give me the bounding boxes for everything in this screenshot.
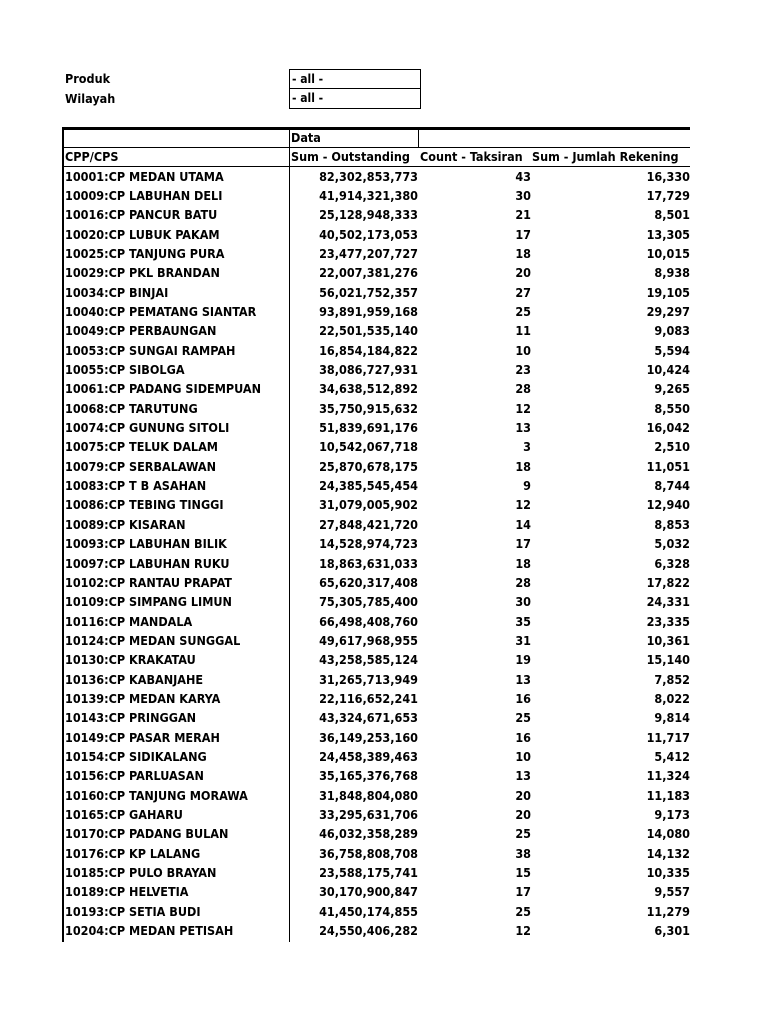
cell-cpp[interactable]: 10089:CP KISARAN [65, 516, 186, 532]
cell-rekening[interactable]: 12,940 [646, 497, 690, 513]
table-row [62, 650, 690, 669]
table-row [62, 863, 690, 882]
cell-rekening[interactable]: 14,080 [646, 826, 690, 842]
cell-rekening[interactable]: 9,557 [654, 884, 690, 900]
cell-cpp[interactable]: 10193:CP SETIA BUDI [65, 903, 201, 919]
cell-cpp[interactable]: 10009:CP LABUHAN DELI [65, 187, 223, 203]
table-row [62, 844, 690, 863]
cell-taksiran[interactable]: 30 [515, 594, 531, 610]
cell-cpp[interactable]: 10074:CP GUNUNG SITOLI [65, 420, 230, 436]
cell-rekening[interactable]: 5,412 [654, 749, 690, 764]
cell-taksiran[interactable]: 38 [515, 845, 531, 861]
cell-rekening[interactable]: 13,305 [646, 226, 690, 242]
cell-outstanding[interactable]: 31,265,713,949 [319, 671, 418, 687]
cell-outstanding[interactable]: 51,839,691,176 [319, 420, 418, 436]
table-row [62, 534, 690, 553]
table-row [62, 225, 690, 244]
table-row [62, 437, 690, 456]
table-row [62, 902, 690, 921]
cell-taksiran[interactable]: 17 [515, 884, 531, 900]
cell-outstanding[interactable]: 93,891,959,168 [319, 303, 418, 319]
cell-rekening[interactable]: 9,265 [654, 381, 690, 397]
cell-cpp[interactable]: 10001:CP MEDAN UTAMA [65, 168, 224, 184]
cell-taksiran[interactable]: 16 [515, 690, 531, 706]
table-row [62, 515, 690, 534]
table-row [62, 921, 690, 940]
table-top-border [62, 127, 690, 130]
cell-outstanding[interactable]: 34,638,512,892 [319, 381, 418, 397]
table-row [62, 631, 690, 650]
cell-rekening[interactable]: 6,301 [654, 923, 690, 939]
cell-taksiran[interactable]: 43 [515, 168, 531, 184]
cell-cpp[interactable]: 10029:CP PKL BRANDAN [65, 265, 220, 281]
cell-rekening[interactable]: 11,324 [646, 768, 690, 784]
column-header-taksiran[interactable]: Count - Taksiran [420, 149, 523, 164]
cell-taksiran[interactable]: 35 [515, 613, 531, 629]
cell-outstanding[interactable]: 14,528,974,723 [319, 536, 418, 552]
cell-outstanding[interactable]: 82,302,853,773 [319, 168, 418, 184]
cell-rekening[interactable]: 6,328 [654, 555, 690, 571]
cell-cpp[interactable]: 10139:CP MEDAN KARYA [65, 690, 221, 706]
cell-outstanding[interactable]: 25,128,948,333 [319, 207, 418, 223]
cell-taksiran[interactable]: 25 [515, 303, 531, 319]
cell-rekening[interactable]: 8,550 [654, 400, 690, 416]
cell-cpp[interactable]: 10049:CP PERBAUNGAN [65, 323, 217, 339]
cell-outstanding[interactable]: 31,079,005,902 [319, 497, 418, 513]
cell-taksiran[interactable]: 25 [515, 826, 531, 842]
cell-cpp[interactable]: 10154:CP SIDIKALANG [65, 749, 207, 764]
cell-cpp[interactable]: 10136:CP KABANJAHE [65, 671, 204, 687]
cell-taksiran[interactable]: 28 [515, 381, 531, 397]
data-field-header: Data [291, 130, 321, 145]
cell-outstanding[interactable]: 31,848,804,080 [319, 787, 418, 803]
cell-outstanding[interactable]: 24,458,389,463 [319, 749, 418, 764]
table-row [62, 379, 690, 398]
cell-cpp[interactable]: 10016:CP PANCUR BATU [65, 207, 218, 223]
table-row [62, 786, 690, 805]
cell-outstanding[interactable]: 18,863,631,033 [319, 555, 418, 571]
cell-rekening[interactable]: 17,729 [646, 187, 690, 203]
cell-taksiran[interactable]: 28 [515, 574, 531, 590]
cell-cpp[interactable]: 10165:CP GAHARU [65, 807, 183, 823]
cell-rekening[interactable]: 29,297 [646, 303, 690, 319]
cell-cpp[interactable]: 10083:CP T B ASAHAN [65, 478, 207, 494]
cell-cpp[interactable]: 10086:CP TEBING TINGGI [65, 497, 224, 513]
cell-outstanding[interactable]: 30,170,900,847 [319, 884, 418, 900]
cell-rekening[interactable]: 8,938 [654, 265, 690, 281]
cell-rekening[interactable]: 10,361 [646, 632, 690, 648]
table-row [62, 747, 690, 766]
cell-rekening[interactable]: 10,015 [646, 245, 690, 261]
cell-taksiran[interactable]: 15 [515, 865, 531, 881]
cell-taksiran[interactable]: 21 [515, 207, 531, 223]
cell-outstanding[interactable]: 16,854,184,822 [319, 342, 418, 358]
cell-cpp[interactable]: 10079:CP SERBALAWAN [65, 458, 217, 474]
cell-rekening[interactable]: 17,822 [646, 574, 690, 590]
table-row [62, 824, 690, 843]
cell-outstanding[interactable]: 22,116,652,241 [319, 690, 418, 706]
cell-cpp[interactable]: 10040:CP PEMATANG SIANTAR [65, 303, 257, 319]
cell-cpp[interactable]: 10176:CP KP LALANG [65, 845, 201, 861]
cell-cpp[interactable]: 10156:CP PARLUASAN [65, 768, 204, 784]
cell-rekening[interactable]: 10,335 [646, 865, 690, 881]
cell-rekening[interactable]: 5,032 [654, 536, 690, 552]
cell-outstanding[interactable]: 23,588,175,741 [319, 865, 418, 881]
table-row [62, 167, 690, 186]
cell-cpp[interactable]: 10170:CP PADANG BULAN [65, 826, 229, 842]
cell-rekening[interactable]: 14,132 [646, 845, 690, 861]
filter-dropdown-wilayah[interactable]: - all - [289, 89, 421, 109]
table-row [62, 399, 690, 418]
table-row [62, 670, 690, 689]
cell-rekening[interactable]: 9,814 [654, 710, 690, 726]
table-row [62, 244, 690, 263]
cell-outstanding[interactable]: 35,165,376,768 [319, 768, 418, 784]
filter-dropdown-produk[interactable]: - all - [289, 69, 421, 89]
cell-taksiran[interactable]: 10 [515, 749, 531, 764]
cell-taksiran[interactable]: 13 [515, 768, 531, 784]
cell-outstanding[interactable]: 75,305,785,400 [319, 594, 418, 610]
cell-rekening[interactable]: 7,852 [654, 671, 690, 687]
cell-cpp[interactable]: 10053:CP SUNGAI RAMPAH [65, 342, 236, 358]
cell-rekening[interactable]: 8,853 [654, 516, 690, 532]
cell-taksiran[interactable]: 18 [515, 245, 531, 261]
cell-taksiran[interactable]: 25 [515, 710, 531, 726]
cell-taksiran[interactable]: 16 [515, 729, 531, 745]
table-row [62, 708, 690, 727]
table-row [62, 573, 690, 592]
cell-outstanding[interactable]: 36,149,253,160 [319, 729, 418, 745]
cell-taksiran[interactable]: 9 [523, 478, 531, 494]
cell-taksiran[interactable]: 12 [515, 923, 531, 939]
table-row [62, 689, 690, 708]
column-header-outstanding[interactable]: Sum - Outstanding [291, 149, 410, 164]
cell-outstanding[interactable]: 43,258,585,124 [319, 652, 418, 668]
cell-rekening[interactable]: 8,501 [654, 207, 690, 223]
cell-taksiran[interactable]: 14 [515, 516, 531, 532]
cell-cpp[interactable]: 10020:CP LUBUK PAKAM [65, 226, 220, 242]
cell-taksiran[interactable]: 19 [515, 652, 531, 668]
table-row [62, 321, 690, 340]
cell-rekening[interactable]: 8,022 [654, 690, 690, 706]
cell-outstanding[interactable]: 36,758,808,708 [319, 845, 418, 861]
cell-taksiran[interactable]: 3 [523, 439, 531, 455]
cell-outstanding[interactable]: 24,550,406,282 [319, 923, 418, 939]
cell-outstanding[interactable]: 41,450,174,855 [319, 903, 418, 919]
cell-outstanding[interactable]: 46,032,358,289 [319, 826, 418, 842]
cell-cpp[interactable]: 10185:CP PULO BRAYAN [65, 865, 217, 881]
cell-cpp[interactable]: 10025:CP TANJUNG PURA [65, 245, 225, 261]
cell-cpp[interactable]: 10093:CP LABUHAN BILIK [65, 536, 227, 552]
column-header-cpp[interactable]: CPP/CPS [65, 149, 119, 164]
cell-rekening[interactable]: 16,042 [646, 420, 690, 436]
cell-rekening[interactable]: 9,173 [654, 807, 690, 823]
table-row [62, 554, 690, 573]
cell-cpp[interactable]: 10068:CP TARUTUNG [65, 400, 198, 416]
cell-outstanding[interactable]: 41,914,321,380 [319, 187, 418, 203]
table-row [62, 592, 690, 611]
cell-outstanding[interactable]: 33,295,631,706 [319, 807, 418, 823]
column-header-rekening[interactable]: Sum - Jumlah Rekening [532, 149, 679, 164]
cell-outstanding[interactable]: 22,007,381,276 [319, 265, 418, 281]
cell-rekening[interactable]: 5,594 [654, 342, 690, 358]
cell-rekening[interactable]: 9,083 [654, 323, 690, 339]
cell-cpp[interactable]: 10061:CP PADANG SIDEMPUAN [65, 381, 262, 397]
cell-cpp[interactable]: 10149:CP PASAR MERAH [65, 729, 220, 745]
cell-cpp[interactable]: 10055:CP SIBOLGA [65, 362, 185, 377]
cell-taksiran[interactable]: 13 [515, 671, 531, 687]
cell-rekening[interactable]: 11,051 [646, 458, 690, 474]
cell-taksiran[interactable]: 12 [515, 497, 531, 513]
cell-taksiran[interactable]: 18 [515, 458, 531, 474]
cell-cpp[interactable]: 10143:CP PRINGGAN [65, 710, 197, 726]
table-row [62, 263, 690, 282]
cell-cpp[interactable]: 10102:CP RANTAU PRAPAT [65, 574, 232, 590]
cell-cpp[interactable]: 10116:CP MANDALA [65, 613, 193, 629]
cell-outstanding[interactable]: 56,021,752,357 [319, 284, 418, 300]
cell-rekening[interactable]: 11,183 [646, 787, 690, 803]
cell-cpp[interactable]: 10204:CP MEDAN PETISAH [65, 923, 234, 939]
cell-taksiran[interactable]: 23 [515, 362, 531, 377]
cell-outstanding[interactable]: 65,620,317,408 [319, 574, 418, 590]
table-row [62, 495, 690, 514]
cell-rekening[interactable]: 16,330 [646, 168, 690, 184]
column-header-row [62, 147, 690, 166]
cell-rekening[interactable]: 8,744 [654, 478, 690, 494]
filter-label-produk: Produk [65, 71, 111, 86]
table-row [62, 612, 690, 631]
cell-taksiran[interactable]: 27 [515, 284, 531, 300]
cell-taksiran[interactable]: 11 [515, 323, 531, 339]
cell-outstanding[interactable]: 38,086,727,931 [319, 362, 418, 377]
cell-rekening[interactable]: 10,424 [646, 362, 690, 377]
cell-taksiran[interactable]: 25 [515, 903, 531, 919]
cell-outstanding[interactable]: 49,617,968,955 [319, 632, 418, 648]
cell-cpp[interactable]: 10075:CP TELUK DALAM [65, 439, 218, 455]
cell-rekening[interactable]: 2,510 [654, 439, 690, 455]
cell-taksiran[interactable]: 20 [515, 265, 531, 281]
cell-taksiran[interactable]: 12 [515, 400, 531, 416]
cell-rekening[interactable]: 11,279 [646, 903, 690, 919]
cell-rekening[interactable]: 11,717 [646, 729, 690, 745]
cell-taksiran[interactable]: 20 [515, 807, 531, 823]
cell-cpp[interactable]: 10109:CP SIMPANG LIMUN [65, 594, 232, 610]
table-row [62, 457, 690, 476]
cell-outstanding[interactable]: 10,542,067,718 [319, 439, 418, 455]
cell-cpp[interactable]: 10189:CP HELVETIA [65, 884, 189, 900]
cell-cpp[interactable]: 10097:CP LABUHAN RUKU [65, 555, 230, 571]
data-header-separator [418, 127, 419, 147]
cell-taksiran[interactable]: 13 [515, 420, 531, 436]
table-row [62, 882, 690, 901]
cell-rekening[interactable]: 23,335 [646, 613, 690, 629]
cell-outstanding[interactable]: 25,870,678,175 [319, 458, 418, 474]
cell-taksiran[interactable]: 30 [515, 187, 531, 203]
cell-rekening[interactable]: 19,105 [646, 284, 690, 300]
cell-taksiran[interactable]: 17 [515, 536, 531, 552]
cell-outstanding[interactable]: 35,750,915,632 [319, 400, 418, 416]
table-row [62, 302, 690, 321]
cell-outstanding[interactable]: 27,848,421,720 [319, 516, 418, 532]
table-row [62, 186, 690, 205]
cell-taksiran[interactable]: 17 [515, 226, 531, 242]
cell-cpp[interactable]: 10160:CP TANJUNG MORAWA [65, 787, 248, 803]
table-row [62, 360, 690, 379]
table-row [62, 205, 690, 224]
cell-outstanding[interactable]: 66,498,408,760 [319, 613, 418, 629]
table-row [62, 283, 690, 302]
cell-outstanding[interactable]: 40,502,173,053 [319, 226, 418, 242]
cell-taksiran[interactable]: 31 [515, 632, 531, 648]
cell-cpp[interactable]: 10034:CP BINJAI [65, 284, 169, 300]
cell-outstanding[interactable]: 23,477,207,727 [319, 245, 418, 261]
cell-cpp[interactable]: 10130:CP KRAKATAU [65, 652, 196, 668]
table-row [62, 805, 690, 824]
cell-outstanding[interactable]: 22,501,535,140 [319, 323, 418, 339]
table-row [62, 476, 690, 495]
filter-label-wilayah: Wilayah [65, 91, 116, 106]
cell-cpp[interactable]: 10124:CP MEDAN SUNGGAL [65, 632, 241, 648]
cell-taksiran[interactable]: 10 [515, 342, 531, 358]
table-row [62, 728, 690, 747]
cell-outstanding[interactable]: 24,385,545,454 [319, 478, 418, 494]
cell-rekening[interactable]: 15,140 [646, 652, 690, 668]
cell-taksiran[interactable]: 20 [515, 787, 531, 803]
cell-rekening[interactable]: 24,331 [646, 594, 690, 610]
cell-outstanding[interactable]: 43,324,671,653 [319, 710, 418, 726]
table-row [62, 341, 690, 360]
table-row [62, 766, 690, 785]
table-row [62, 418, 690, 437]
cell-taksiran[interactable]: 18 [515, 555, 531, 571]
